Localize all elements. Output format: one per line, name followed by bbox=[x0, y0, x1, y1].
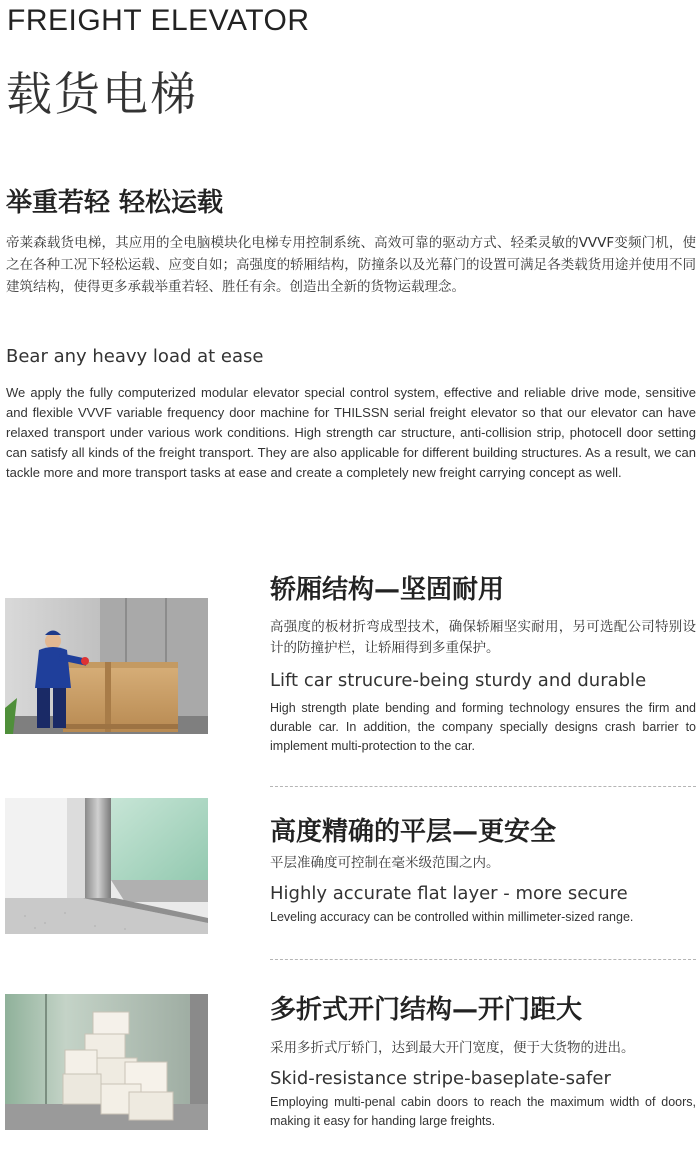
feature-heading-en: Skid-resistance stripe-baseplate-safer bbox=[270, 1068, 611, 1089]
feature-text bbox=[270, 990, 696, 1131]
dashed-divider bbox=[270, 786, 696, 787]
feature-body-en: Leveling accuracy can be controlled within millimeter-sized range. bbox=[270, 910, 634, 924]
feature-text bbox=[270, 570, 696, 756]
dashed-divider bbox=[270, 959, 696, 960]
feature-body-cn: 平层准确度可控制在毫米级范围之内。 bbox=[270, 855, 500, 871]
elevator-door-sill-photo bbox=[5, 798, 208, 934]
intro-heading-cn: 举重若轻 轻松运载 bbox=[6, 188, 224, 218]
feature-body-cn: 高强度的板材折弯成型技术，确保轿厢坚实耐用，另可选配公司特别设计的防撞护栏，让轿厢得到多重保护。 bbox=[270, 619, 696, 656]
feature-heading-cn: 高度精确的平层—更安全 bbox=[270, 817, 557, 847]
page-title-en: FREIGHT ELEVATOR bbox=[7, 4, 310, 37]
intro-heading-en: Bear any heavy load at ease bbox=[6, 346, 264, 367]
feature-body-en: Employing multi-penal cabin doors to reach the maximum width of doors, making it easy for handing large freights. bbox=[270, 1095, 696, 1128]
stacked-boxes-in-car-photo bbox=[5, 994, 208, 1130]
feature-body-cn: 采用多折式厅轿门，达到最大开门宽度，便于大货物的进出。 bbox=[270, 1040, 635, 1056]
feature-heading-en: Highly accurate flat layer - more secure bbox=[270, 883, 628, 904]
intro-body-en: We apply the fully computerized modular elevator special control system, effective and reliable drive mode, sensitive and flexible VVVF variable frequency door machine for THILSSN serial freight elevator so that our elevator can have relaxed transport under various work conditions. High strength car structure, anti-collision strip, photocell door setting can satisfy all kinds of the freight transport. They are also applicable for different building structures. As a result, we can tackle more and more transport tasks at ease and create a completely new freight carrying concept as well. bbox=[6, 385, 696, 480]
feature-text bbox=[270, 812, 696, 927]
feature-heading-cn: 多折式开门结构—开门距大 bbox=[270, 995, 583, 1025]
feature-heading-cn: 轿厢结构—坚固耐用 bbox=[270, 575, 505, 605]
worker-pushing-crate-photo bbox=[5, 598, 208, 734]
feature-body-en: High strength plate bending and forming technology ensures the firm and durable car. In addition, the company specially designs crash barrier to implement multi-protection to the car. bbox=[270, 701, 696, 753]
page-title-cn: 载货电梯 bbox=[6, 67, 198, 121]
feature-heading-en: Lift car strucure-being sturdy and durable bbox=[270, 670, 647, 691]
intro-body-cn: 帝莱森载货电梯，其应用的全电脑模块化电梯专用控制系统、高效可靠的驱动方式、轻柔灵敏的VVVF变频门机，使之在各种工况下轻松运载、应变自如；高强度的轿厢结构，防撞条以及光幕门的设置可满足各类载货用途并使用不同建筑结构，使得更多承载举重若轻、胜任有余。创造出全新的货物运载理念。 bbox=[6, 235, 696, 295]
